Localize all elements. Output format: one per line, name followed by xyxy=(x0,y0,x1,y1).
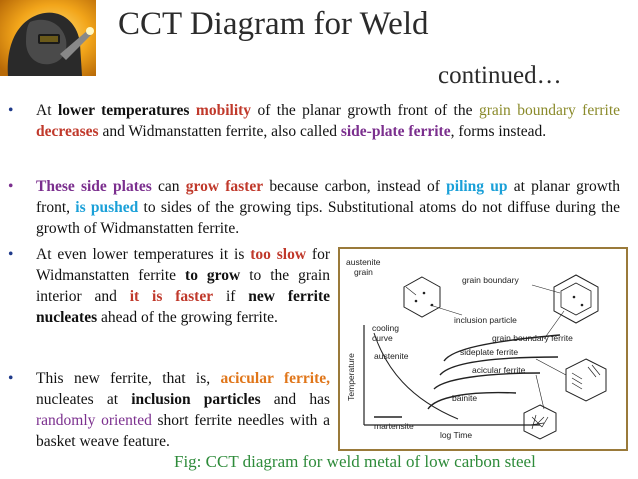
label-grain-boundary-ferrite: grain boundary ferrite xyxy=(492,333,573,343)
bullet-segment: it is faster xyxy=(129,288,214,305)
bullet-segment: inclusion particles xyxy=(131,391,261,408)
label-grain-boundary: grain boundary xyxy=(462,275,519,285)
acicular-ferrite-curve xyxy=(434,373,540,389)
label-acicular-ferrite: acicular ferrite xyxy=(472,365,526,375)
label-austenite: austenite xyxy=(374,351,409,361)
cooling-curve xyxy=(374,333,458,419)
bullet-side-plates xyxy=(8,176,620,239)
label-martensite: martensite xyxy=(374,421,414,431)
bullet-dot-icon: • xyxy=(8,102,14,119)
acicular-ferrite-hexagon xyxy=(524,405,556,439)
bullet-segment: piling up xyxy=(446,178,508,195)
bullet-segment: These side plates xyxy=(36,178,152,195)
bullet-segment: short ferrite needles with a basket weave feature. xyxy=(36,412,330,450)
bullet-segment: too slow xyxy=(250,246,307,263)
bullet-text xyxy=(36,176,620,239)
label-inclusion-particle: inclusion particle xyxy=(454,315,517,325)
welder-helmet-icon xyxy=(0,0,96,76)
austenite-grain-hexagon xyxy=(404,277,440,317)
bullet-segment: of the planar growth front of the xyxy=(251,102,479,119)
label-sideplate-ferrite: sideplate ferrite xyxy=(460,347,519,357)
bullet-dot-icon: • xyxy=(8,370,14,387)
bullet-text xyxy=(36,100,620,142)
bullet-segment: At xyxy=(36,102,58,119)
bullet-segment: because carbon, instead of xyxy=(263,178,447,195)
bullet-segment: decreases xyxy=(36,123,99,140)
slide-title: CCT Diagram for Weld xyxy=(118,6,429,42)
bullet-even-lower-temperatures xyxy=(8,244,330,328)
x-axis-label: log Time xyxy=(439,430,473,440)
bullet-segment: acicular ferrite, xyxy=(220,370,330,387)
bullet-segment: grain boundary ferrite xyxy=(478,102,621,119)
bullet-segment: ahead of the growing ferrite. xyxy=(97,309,278,326)
bullet-segment: is pushed xyxy=(75,199,139,216)
label-cooling-curve-2: curve xyxy=(372,333,393,343)
bullet-segment: to the grain interior and xyxy=(36,267,330,305)
y-axis-label: Temperature xyxy=(346,353,356,401)
bullet-segment: if xyxy=(213,288,249,305)
bullet-dot-icon: • xyxy=(8,246,14,263)
bullet-segment: At even lower temperatures it is xyxy=(36,246,251,263)
bullet-segment: to grow xyxy=(185,267,241,284)
figure-caption: Fig: CCT diagram for weld metal of low carbon steel xyxy=(174,452,536,471)
cct-diagram-figure xyxy=(338,247,628,451)
bullet-segment: grow faster xyxy=(185,178,264,195)
label-bainite: bainite xyxy=(452,393,478,403)
bullet-segment: side-plate ferrite xyxy=(340,123,451,140)
label-cooling-curve: cooling xyxy=(372,323,399,333)
bullet-segment: and Widmanstatten ferrite, also called xyxy=(98,123,341,140)
bullet-segment: This new ferrite, that is, xyxy=(36,370,221,387)
bullet-segment: new ferrite nucleates xyxy=(36,288,330,326)
bullet-segment: lower temperatures xyxy=(57,102,190,119)
label-austenite-grain-2: grain xyxy=(354,267,373,277)
bullet-acicular-ferrite xyxy=(8,368,330,452)
bullet-segment: randomly oriented xyxy=(36,412,152,429)
bullet-segment: and has xyxy=(260,391,330,408)
bullet-text xyxy=(36,244,330,328)
bullet-segment: for Widmanstatten ferrite xyxy=(36,246,331,284)
bullet-segment: to sides of the growing tips. Substitutional atoms do not diffuse during the growth of Widmanstatten ferrite. xyxy=(36,199,621,237)
bullet-segment: nucleates at xyxy=(36,391,132,408)
bullet-segment: , forms instead. xyxy=(450,123,547,140)
bullet-dot-icon: • xyxy=(8,178,14,195)
bullet-lower-temperatures xyxy=(8,100,620,142)
bullet-segment: mobility xyxy=(195,102,252,119)
bullet-segment: at planar growth front, xyxy=(36,178,620,216)
sideplate-ferrite-hexagon xyxy=(566,359,606,401)
label-austenite-grain: austenite xyxy=(346,257,381,267)
bullet-text xyxy=(36,368,330,452)
bullet-segment: can xyxy=(151,178,186,195)
slide-subtitle: continued… xyxy=(438,62,562,89)
